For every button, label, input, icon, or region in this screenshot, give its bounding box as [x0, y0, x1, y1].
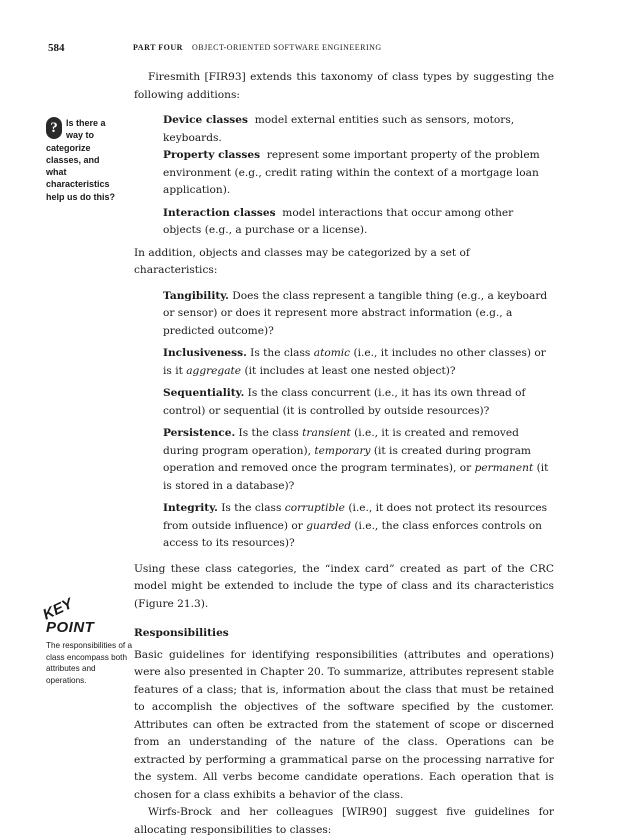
term-integrity: Integrity.: [163, 502, 218, 514]
margin-question-note: [46, 117, 122, 203]
integrity-italic-2: guarded: [306, 519, 352, 532]
characteristic-sequentiality: [163, 385, 554, 420]
running-header: [0, 42, 637, 56]
intro-paragraph: Firesmith [FIR93] extends this taxonomy of class types by suggesting the following additions:: [134, 71, 554, 101]
term-persistence: Persistence.: [163, 427, 236, 439]
inclusiveness-italic-2: aggregate: [186, 364, 242, 377]
characteristic-inclusiveness: [163, 345, 554, 380]
part-label: PART FOUR: [133, 43, 183, 52]
integrity-text-2: (i.e., it does not protect its resources from outside influence) or: [163, 502, 548, 532]
tangibility-text: Does the class represent a tangible thing (e.g., a keyboard or sensor) or does it represent more abstract information (e.g., a predicted outcome)?: [163, 289, 548, 337]
question-mark-icon: ?: [46, 117, 62, 139]
crc-paragraph: Using these class categories, the “index card” created as part of the CRC model might be extended to include the type of class and its characteristics (Figure 21.3).: [134, 562, 554, 610]
addition-device: [163, 112, 554, 147]
sequentiality-text: Is the class concurrent (i.e., it has its own thread of control) or sequential (it is controlled by outside resources)?: [163, 387, 526, 417]
integrity-text-1: Is the class: [221, 502, 282, 514]
integrity-italic-1: corruptible: [284, 502, 345, 514]
characteristic-persistence: [163, 425, 554, 495]
integrity-text-3: (i.e., the class enforces controls on access to its resources)?: [163, 519, 542, 549]
term-device: Device classes: [163, 114, 248, 126]
inclusiveness-italic-1: atomic: [313, 347, 351, 359]
persistence-italic-3: permanent: [474, 462, 534, 474]
term-tangibility: Tangibility.: [163, 289, 229, 302]
persistence-text-3: (it is created during program operation and removed once the program terminates), or: [163, 444, 531, 474]
addition-property-text: represent some important property of the problem environment (e.g., credit rating within the context of a mortgage loan application).: [163, 149, 540, 196]
persistence-italic-1: transient: [302, 427, 351, 439]
addition-interaction-text: model interactions that occur among other objects (e.g., a purchase or a license).: [163, 206, 514, 236]
key-label: KEY: [40, 595, 76, 624]
wirfs-paragraph: Wirfs-Brock and her colleagues [WIR90] suggest five guidelines for allocating responsibilities to classes:: [134, 806, 554, 836]
term-property: Property classes: [163, 149, 261, 161]
main-text: [134, 69, 554, 839]
inclusiveness-text-3: (it includes at least one nested object)?: [244, 364, 456, 377]
responsibilities-paragraph: Basic guidelines for identifying responsibilities (attributes and operations) were also presented in Chapter 20. To summarize, attributes represent stable features of a class; that is, information about the class that must be retained to accomplish the objectives of the software specified by the customer. Attributes can often be extracted from the statement of scope or discerned from an understanding of the nature of the class. Operations can be extracted by performing a grammatical parse on the processing narrative for the system. All verbs become candidate operations. Each operation that is chosen for a class exhibits a behavior of the class.: [134, 648, 554, 801]
key-icon: [40, 595, 76, 624]
persistence-italic-2: temporary: [314, 444, 371, 457]
characteristics-intro: In addition, objects and classes may be categorized by a set of characteristics:: [134, 246, 470, 276]
addition-device-text: model external entities such as sensors, motors, keyboards.: [163, 114, 515, 144]
point-label: POINT: [46, 619, 95, 636]
term-interaction: Interaction classes: [163, 206, 276, 219]
term-sequentiality: Sequentiality.: [163, 387, 245, 399]
inclusiveness-text-1: Is the class: [250, 347, 311, 359]
characteristic-integrity: [163, 500, 554, 553]
addition-interaction: [163, 205, 554, 240]
term-inclusiveness: Inclusiveness.: [163, 347, 247, 359]
margin-question-text: Is there a way to categorize classes, and what characteristics help us do this?: [46, 118, 115, 202]
section-heading-responsibilities: Responsibilities: [134, 627, 229, 639]
characteristic-tangibility: [163, 288, 554, 341]
persistence-text-2: (i.e., it is created and removed during program operation),: [163, 427, 519, 457]
inclusiveness-text-2: (i.e., it includes no other classes) or is it: [163, 347, 546, 377]
page-number: 584: [48, 42, 65, 54]
key-point-text: The responsibilities of a class encompass both attributes and operations.: [46, 641, 133, 685]
part-title: OBJECT-ORIENTED SOFTWARE ENGINEERING: [192, 43, 382, 52]
persistence-text-1: Is the class: [238, 427, 299, 439]
addition-property: [163, 147, 554, 200]
persistence-text-4: (it is stored in a database)?: [163, 462, 549, 492]
